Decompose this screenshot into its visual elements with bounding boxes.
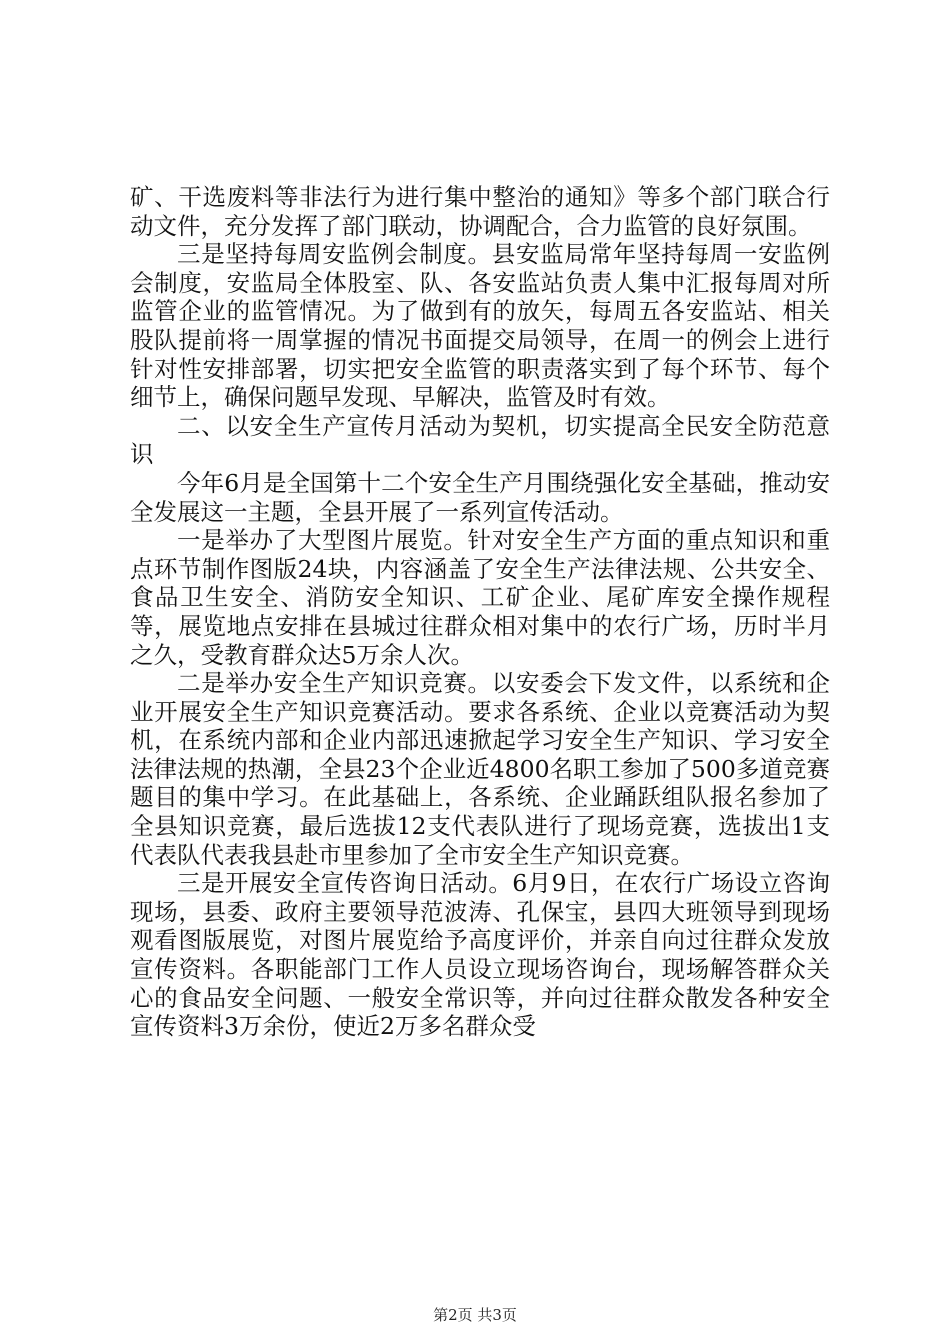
page-number-footer: 第2页 共3页 xyxy=(433,1306,517,1324)
paragraph-safety-month-intro: 今年6月是全国第十二个安全生产月围绕强化安全基础，推动安全发展这一主题，全县开展了一系列宣传活动。 xyxy=(130,468,830,526)
document-body xyxy=(130,183,830,1041)
paragraph-photo-exhibition: 一是举办了大型图片展览。针对安全生产方面的重点知识和重点环节制作图版24块，内容涵盖了安全生产法律法规、公共安全、食品卫生安全、消防安全知识、工矿企业、尾矿库安全操作规程等，展览地点安排在县城过往群众相对集中的农行广场，历时半月之久，受教育群众达5万余人次。 xyxy=(130,526,830,669)
paragraph-continuation: 矿、干选废料等非法行为进行集中整治的通知》等多个部门联合行动文件，充分发挥了部门联动，协调配合，合力监管的良好氛围。 xyxy=(130,183,830,240)
paragraph-knowledge-contest: 二是举办安全生产知识竞赛。以安委会下发文件，以系统和企业开展安全生产知识竞赛活动。要求各系统、企业以竞赛活动为契机，在系统内部和企业内部迅速掀起学习安全生产知识、学习安全法律法规的热潮，全县23个企业近4800名职工参加了500多道竞赛题目的集中学习。在此基础上，各系统、企业踊跃组队报名参加了全县知识竞赛，最后选拔12支代表队进行了现场竞赛，选拔出1支代表队代表我县赴市里参加了全市安全生产知识竞赛。 xyxy=(130,669,830,869)
paragraph-consultation-day: 三是开展安全宣传咨询日活动。6月9日，在农行广场设立咨询现场，县委、政府主要领导范波涛、孔保宝，县四大班领导到现场观看图版展览，对图片展览给予高度评价，并亲自向过往群众发放宣传资料。各职能部门工作人员设立现场咨询台，现场解答群众关心的食品安全问题、一般安全常识等，并向过往群众散发各种安全宣传资料3万余份，使近2万多名群众受 xyxy=(130,869,830,1041)
paragraph-weekly-meeting: 三是坚持每周安监例会制度。县安监局常年坚持每周一安监例会制度，安监局全体股室、队、各安监站负责人集中汇报每周对所监管企业的监管情况。为了做到有的放矢，每周五各安监站、相关股队提前将一周掌握的情况书面提交局领导，在周一的例会上进行针对性安排部署，切实把安全监管的职责落实到了每个环节、每个细节上，确保问题早发现、早解决，监管及时有效。 xyxy=(130,240,830,412)
section-heading-safety-month: 二、以安全生产宣传月活动为契机，切实提高全民安全防范意识 xyxy=(130,411,830,469)
